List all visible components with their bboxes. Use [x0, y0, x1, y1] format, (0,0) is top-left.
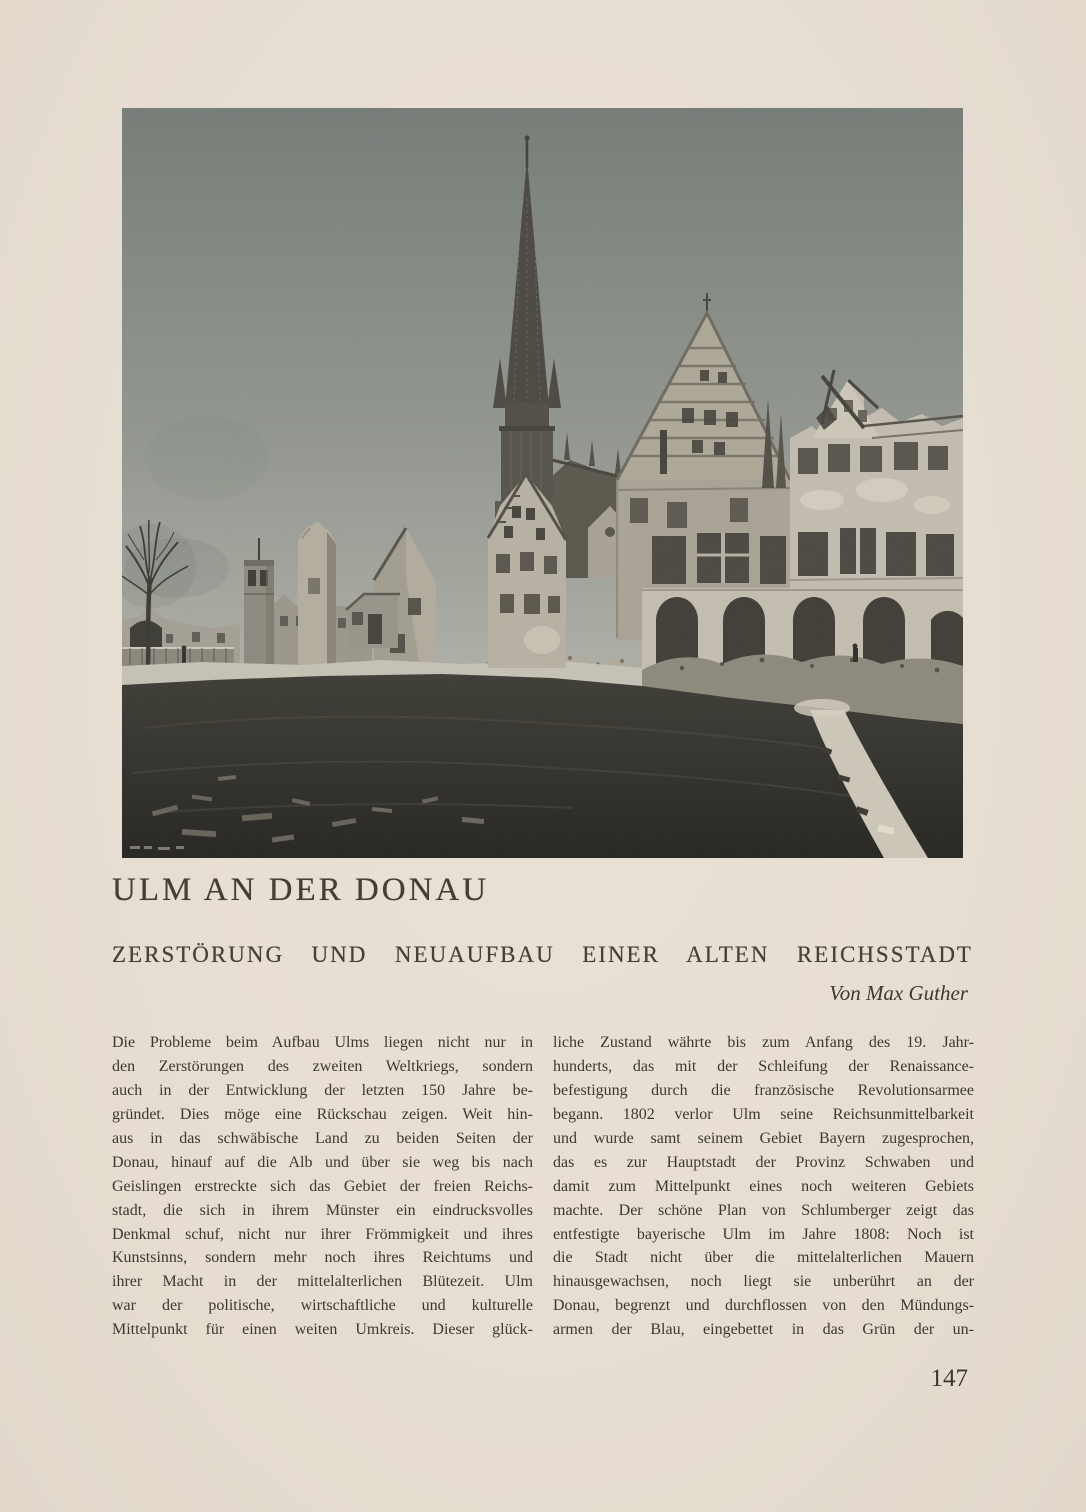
- text-line: Geislingen erstreckte sich das Gebiet der freien Reichs-: [112, 1177, 533, 1195]
- text-line: das es zur Hauptstadt der Provinz Schwaben und: [553, 1153, 974, 1171]
- text-line: machte. Der schöne Plan von Schlumberger zeigt das: [553, 1201, 974, 1219]
- text-line: hinausgewachsen, noch liegt sie unberührt an der: [553, 1273, 974, 1291]
- photo-grain: [122, 108, 963, 858]
- text-line: den Zerstörungen des zweiten Weltkriegs, sondern: [112, 1057, 533, 1075]
- text-line: Donau, hinauf auf die Alb und über sie weg bis nach: [112, 1153, 533, 1171]
- text-line: armen der Blau, eingebettet in das Grün der un-: [553, 1321, 974, 1339]
- text-line: ihrer Macht in der mittelalterlichen Blütezeit. Ulm: [112, 1273, 533, 1291]
- column-left: [112, 1031, 533, 1342]
- text-line: aus in das schwäbische Land zu beiden Seiten der: [112, 1129, 533, 1147]
- column-right: [553, 1031, 974, 1342]
- text-line: Mittelpunkt für einen weiten Umkreis. Dieser glück-: [112, 1321, 533, 1339]
- text-line: gründet. Dies möge eine Rückschau zeigen. Weit hin-: [112, 1105, 533, 1123]
- text-line: hunderts, das mit der Schleifung der Renaissance-: [553, 1057, 974, 1075]
- text-line: begann. 1802 verlor Ulm seine Reichsunmittelbarkeit: [553, 1105, 974, 1123]
- text-line: und wurde samt seinem Gebiet Bayern zugesprochen,: [553, 1129, 974, 1147]
- text-line: Donau, begrenzt und durchflossen von den Mündungs-: [553, 1297, 974, 1315]
- ruins-photo-art: [122, 108, 963, 858]
- text-line: Denkmal schuf, nicht nur ihrer Frömmigkeit und ihres: [112, 1225, 533, 1243]
- article-title: ULM AN DER DONAU: [112, 872, 490, 908]
- page-number: 147: [930, 1365, 968, 1392]
- text-line: Kunstsinns, sondern mehr noch ihres Reichtums und: [112, 1249, 533, 1267]
- text-line: liche Zustand währte bis zum Anfang des 19. Jahr-: [553, 1034, 974, 1051]
- article-subtitle: ZERSTÖRUNG UND NEUAUFBAU EINER ALTEN REICHSSTADT: [112, 942, 973, 967]
- text-line: stadt, die sich in ihrem Münster ein eindrucksvolles: [112, 1201, 533, 1219]
- article-byline: Von Max Guther: [829, 981, 968, 1005]
- text-line: war der politische, wirtschaftliche und kulturelle: [112, 1297, 533, 1315]
- text-line: Die Probleme beim Aufbau Ulms liegen nicht nur in: [112, 1034, 533, 1051]
- text-line: auch in der Entwicklung der letzten 150 Jahre be-: [112, 1081, 533, 1099]
- text-line: die Stadt nicht über die mittelalterlichen Mauern: [553, 1249, 974, 1267]
- text-line: entfestigte bayerische Ulm im Jahre 1808: Noch ist: [553, 1225, 974, 1243]
- text-line: damit zum Mittelpunkt eines noch weiteren Gebiets: [553, 1177, 974, 1195]
- ruins-photo: [122, 108, 963, 858]
- text-line: befestigung durch die französische Revolutionsarmee: [553, 1081, 974, 1099]
